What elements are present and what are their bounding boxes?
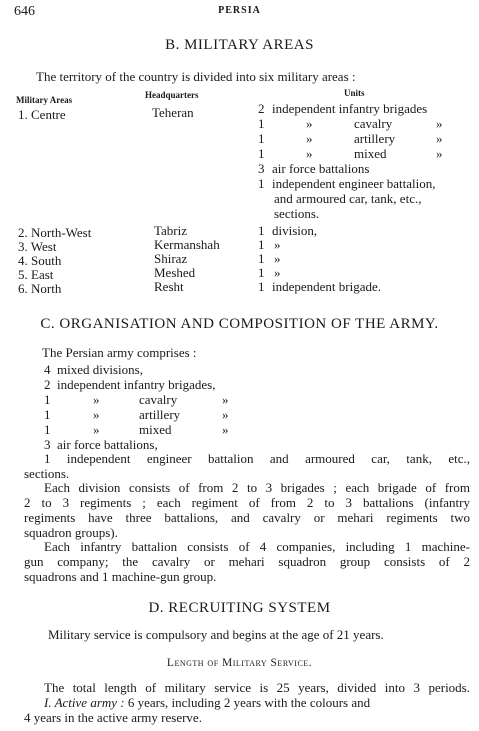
ditto-mark: » bbox=[93, 422, 100, 437]
list-count: 2 bbox=[44, 377, 51, 392]
area-name: 3. West bbox=[18, 239, 57, 254]
active-army-line bbox=[44, 695, 470, 710]
list-text: mixed divisions, bbox=[57, 362, 143, 377]
engineer-line-cont: sections. bbox=[24, 466, 70, 481]
section-c-intro: The Persian army comprises : bbox=[42, 345, 197, 360]
running-title: PERSIA bbox=[218, 5, 261, 16]
list-count: 1 bbox=[44, 422, 51, 437]
ditto-mark: » bbox=[222, 422, 229, 437]
unit-description: sections. bbox=[274, 206, 320, 221]
paragraph-line: squadron groups). bbox=[24, 525, 118, 540]
area-name: 4. South bbox=[18, 253, 62, 268]
area-name: 2. North-West bbox=[18, 225, 92, 240]
ditto-mark: » bbox=[306, 116, 313, 131]
ditto-mark: » bbox=[306, 131, 313, 146]
area-name: 6. North bbox=[18, 281, 62, 296]
column-header-units: Units bbox=[344, 88, 365, 98]
section-d-intro: Military service is compulsory and begins at the age of 21 years. bbox=[48, 627, 384, 642]
list-type: mixed bbox=[139, 422, 172, 437]
paragraph-line: 4 years in the active army reserve. bbox=[24, 710, 202, 725]
area-headquarters: Tabriz bbox=[154, 223, 188, 238]
subheading: Length of Military Service. bbox=[166, 657, 313, 669]
unit-description: independent infantry brigades bbox=[272, 101, 428, 116]
ditto-mark: » bbox=[436, 116, 443, 131]
list-count: 3 bbox=[44, 437, 51, 452]
area-name: 5. East bbox=[18, 267, 54, 282]
list-count: 1 bbox=[44, 407, 51, 422]
unit-count: 1 bbox=[258, 116, 265, 131]
paragraph-line: 2 to 3 regiments ; each regiment of from 2 to 3 battalions (infantry bbox=[24, 495, 470, 510]
unit-description: air force battalions bbox=[272, 161, 370, 176]
unit-description: independent engineer battalion, bbox=[272, 176, 436, 191]
unit-count: 1 bbox=[258, 265, 265, 280]
list-type: cavalry bbox=[139, 392, 178, 407]
unit-count: 1 bbox=[258, 176, 265, 191]
unit-count: 2 bbox=[258, 101, 265, 116]
unit-type: cavalry bbox=[354, 116, 393, 131]
unit-count: 1 bbox=[258, 279, 265, 294]
area-headquarters: Meshed bbox=[154, 265, 196, 280]
unit-type: mixed bbox=[354, 146, 387, 161]
unit-count: 1 bbox=[258, 146, 265, 161]
page-number: 646 bbox=[14, 4, 35, 19]
ditto-mark: » bbox=[436, 131, 443, 146]
list-count: 4 bbox=[44, 362, 51, 377]
area-headquarters: Kermanshah bbox=[154, 237, 220, 252]
paragraph-line: Each division consists of from 2 to 3 brigades ; each brigade of from bbox=[44, 480, 470, 495]
ditto-mark: » bbox=[93, 392, 100, 407]
column-header-headquarters: Headquarters bbox=[145, 90, 199, 100]
ditto-mark: » bbox=[274, 237, 281, 252]
section-b-intro: The territory of the country is divided into six military areas : bbox=[36, 69, 356, 84]
unit-description: independent brigade. bbox=[272, 279, 382, 294]
section-c-title: C. ORGANISATION AND COMPOSITION OF THE ARMY. bbox=[40, 316, 439, 332]
unit-count: 1 bbox=[258, 251, 265, 266]
unit-count: 1 bbox=[258, 131, 265, 146]
unit-count: 3 bbox=[258, 161, 265, 176]
unit-description: division, bbox=[272, 223, 318, 238]
list-count: 1 bbox=[44, 392, 51, 407]
ditto-mark: » bbox=[274, 265, 281, 280]
area-headquarters: Teheran bbox=[152, 105, 194, 120]
paragraph-line: Each infantry battalion consists of 4 companies, including 1 machine- bbox=[44, 539, 470, 554]
area-headquarters: Resht bbox=[154, 279, 184, 294]
unit-description: and armoured car, tank, etc., bbox=[274, 191, 422, 206]
ditto-mark: » bbox=[274, 251, 281, 266]
paragraph-line: The total length of military service is 25 years, divided into 3 periods. bbox=[44, 680, 470, 695]
ditto-mark: » bbox=[306, 146, 313, 161]
paragraph-line: gun company; the cavalry or mehari squadron group consists of 2 bbox=[24, 554, 470, 569]
paragraph-line: squadrons and 1 machine-gun group. bbox=[24, 569, 217, 584]
column-header-military-areas: Military Areas bbox=[16, 95, 73, 105]
ditto-mark: » bbox=[222, 407, 229, 422]
list-text: independent infantry brigades, bbox=[57, 377, 216, 392]
unit-count: 1 bbox=[258, 223, 265, 238]
ditto-mark: » bbox=[93, 407, 100, 422]
section-b-title: B. MILITARY AREAS bbox=[165, 37, 314, 53]
unit-count: 1 bbox=[258, 237, 265, 252]
paragraph-line: regiments have three battalions, and cavalry or mehari regiments two bbox=[24, 510, 470, 525]
active-army-text: 6 years, including 2 years with the colours and bbox=[127, 695, 371, 710]
area-name: 1. Centre bbox=[18, 107, 66, 122]
ditto-mark: » bbox=[222, 392, 229, 407]
area-headquarters: Shiraz bbox=[154, 251, 188, 266]
section-d-title: D. RECRUITING SYSTEM bbox=[148, 600, 331, 616]
active-army-label: I. Active army : bbox=[44, 695, 125, 710]
list-type: artillery bbox=[139, 407, 181, 422]
ditto-mark: » bbox=[436, 146, 443, 161]
unit-type: artillery bbox=[354, 131, 396, 146]
engineer-line: 1 independent engineer battalion and armoured car, tank, etc., bbox=[44, 451, 470, 466]
list-text: air force battalions, bbox=[57, 437, 158, 452]
